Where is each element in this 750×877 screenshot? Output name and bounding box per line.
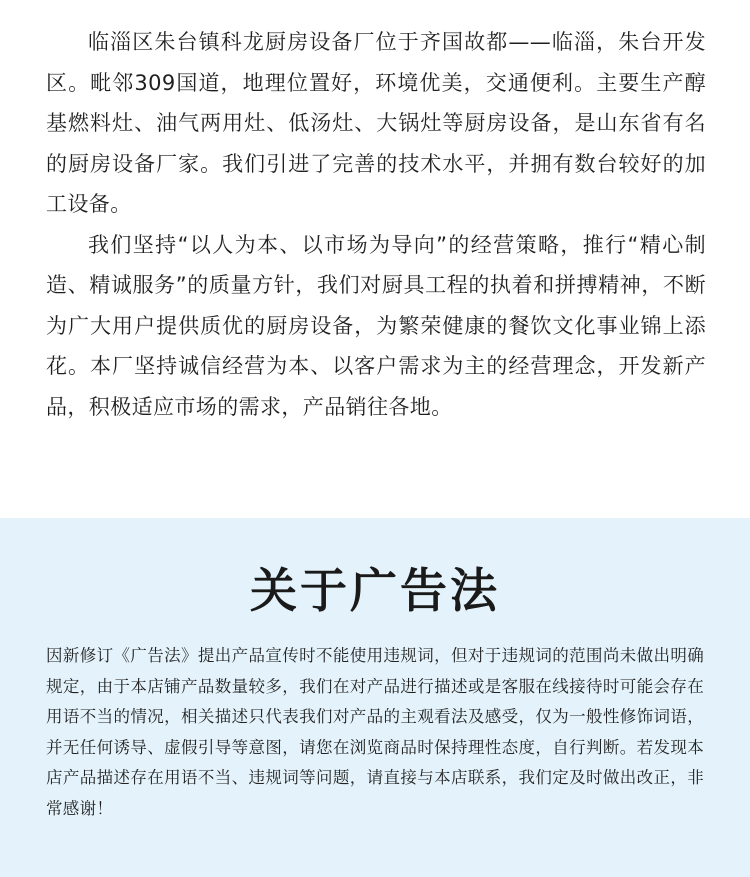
intro-paragraph-1: 临淄区朱台镇科龙厨房设备厂位于齐国故都——临淄，朱台开发区。毗邻309国道，地理位置好，环境优美，交通便利。主要生产醇基燃料灶、油气两用灶、低汤灶、大锅灶等厨房设备，是山东省有名的厨房设备厂家。我们引进了完善的技术水平，并拥有数台较好的加工设备。: [46, 30, 706, 216]
advertising-law-notice-section: [0, 518, 750, 877]
notice-body: 因新修订《广告法》提出产品宣传时不能使用违规词，但对于违规词的范围尚未做出明确规定，由于本店铺产品数量较多，我们在对产品进行描述或是客服在线接待时可能会存在用语不当的情况，相关描述只代表我们对产品的主观看法及感受，仅为一般性修饰词语，并无任何诱导、虚假引导等意图，请您在浏览商品时保持理性态度，自行判断。若发现本店产品描述存在用语不当、违规词等问题，请直接与本店联系，我们定及时做出改正，非常感谢！: [46, 646, 704, 818]
intro-paragraph-2: 我们坚持“以人为本、以市场为导向”的经营策略，推行“精心制造、精诚服务”的质量方针，我们对厨具工程的执着和拼搏精神，不断为广大用户提供质优的厨房设备，为繁荣健康的餐饮文化事业锦上添花。本厂坚持诚信经营为本、以客户需求为主的经营理念，开发新产品，积极适应市场的需求，产品销往各地。: [46, 232, 706, 419]
company-intro-text: [46, 22, 706, 427]
notice-title: 关于广告法: [250, 564, 500, 619]
